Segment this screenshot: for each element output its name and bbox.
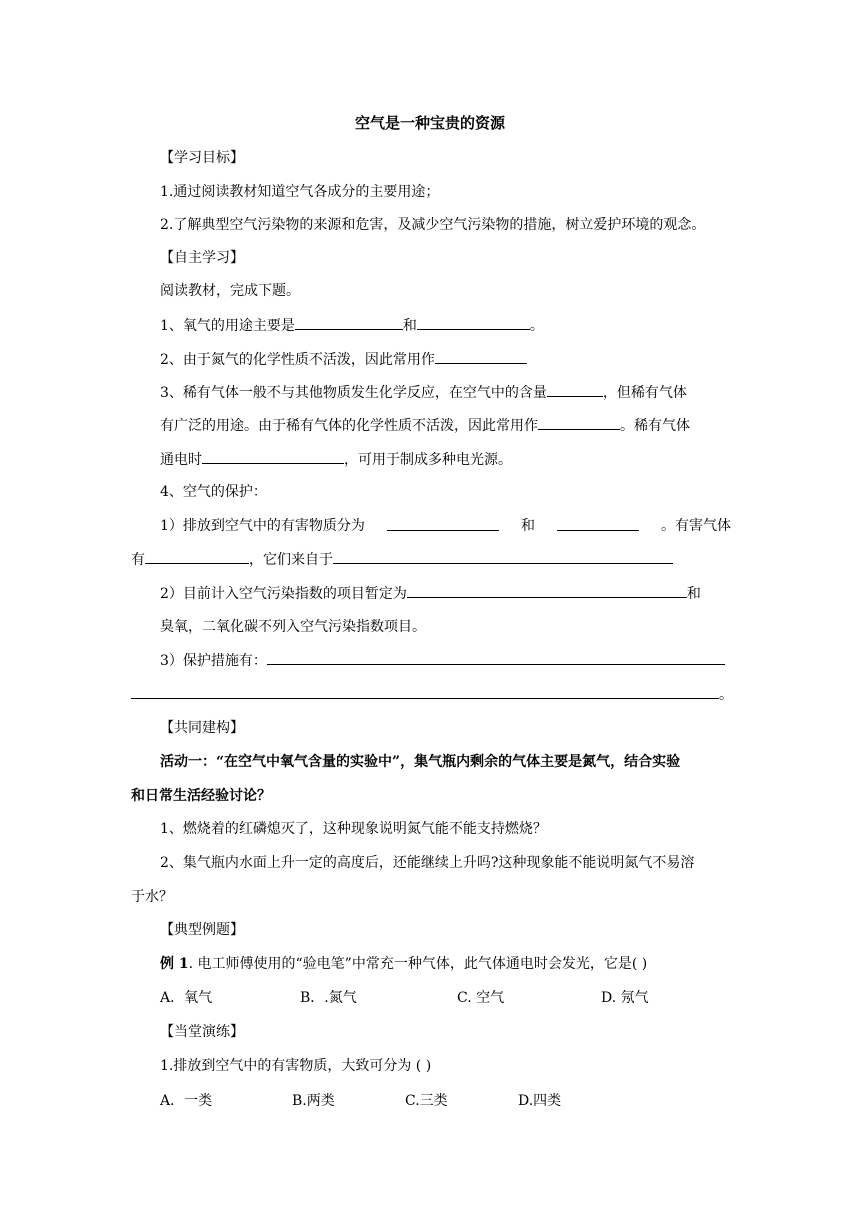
- question-text: 3）保护措施有：: [160, 653, 267, 669]
- question-air-protection-heading: 4、空气的保护：: [160, 484, 267, 500]
- question-text: 和: [520, 518, 535, 534]
- example-options: [160, 988, 731, 1008]
- question-text: . 电工师傅使用的“验电笔”中常充一种气体，此气体通电时会发光，它是( ): [188, 956, 648, 972]
- question-text: 2、由于氮气的化学性质不活泼，因此常用作: [160, 352, 435, 368]
- option-d[interactable]: D.四类: [518, 1093, 562, 1109]
- discussion-question: 2、集气瓶内水面上升一定的高度后，还能继续上升吗?这种现象能不能说明氮气不易溶: [160, 855, 695, 871]
- answer-blank[interactable]: [295, 315, 403, 330]
- section-heading-construct: 【共同建构】: [160, 720, 244, 736]
- practice-options: [160, 1091, 731, 1111]
- answer-blank[interactable]: [387, 516, 499, 531]
- section-heading-example: 【典型例题】: [160, 922, 244, 938]
- option-b[interactable]: B．.氮气: [300, 990, 357, 1006]
- question-protection-measures-line-1: [160, 650, 731, 670]
- question-pollution-index-line-2: 臭氧，二氧化碳不列入空气污染指数项目。: [160, 619, 426, 635]
- option-b[interactable]: B.两类: [292, 1093, 335, 1109]
- discussion-question: 1、燃烧着的红磷熄灭了，这种现象说明氮气能不能支持燃烧？: [160, 821, 547, 837]
- activity-text: 和日常生活经验讨论？: [131, 788, 271, 804]
- section-heading-practice: 【当堂演练】: [160, 1024, 244, 1040]
- question-text: ，它们来自于: [249, 552, 333, 568]
- option-d[interactable]: D. 氖气: [601, 990, 649, 1006]
- answer-blank[interactable]: [417, 315, 530, 330]
- question-rare-gas-line-1: [160, 382, 731, 402]
- example-label: 例 1: [160, 956, 189, 972]
- answer-blank[interactable]: [538, 415, 620, 430]
- section-heading-self-study: 【自主学习】: [160, 250, 244, 266]
- answer-blank[interactable]: [267, 650, 725, 665]
- question-text: 1）排放到空气中的有害物质分为: [160, 518, 365, 534]
- question-rare-gas-line-3: [160, 449, 731, 469]
- option-a[interactable]: A．氧气: [160, 990, 213, 1006]
- answer-blank[interactable]: [435, 349, 527, 364]
- answer-blank[interactable]: [145, 549, 249, 564]
- question-text: 。有害气体: [660, 518, 731, 534]
- practice-question: 1.排放到空气中的有害物质，大致可分为 ( ): [160, 1058, 432, 1074]
- discussion-question: 于水？: [131, 889, 173, 905]
- activity-text: 活动一：“在空气中氧气含量的实验中”，集气瓶内剩余的气体主要是氮气，结合实验: [160, 754, 681, 770]
- question-text: ，但稀有气体: [602, 385, 687, 401]
- question-text: 3、稀有气体一般不与其他物质发生化学反应，在空气中的含量: [160, 385, 547, 401]
- question-text: 。稀有气体: [620, 418, 690, 434]
- question-rare-gas-line-2: [160, 415, 731, 435]
- question-pollution-index-line-1: [160, 583, 731, 603]
- question-text: 1、氧气的用途主要是: [160, 318, 295, 334]
- question-harmful-substances-line-2: [131, 549, 731, 569]
- option-c[interactable]: C.三类: [405, 1093, 448, 1109]
- question-harmful-substances-line-1: [160, 516, 731, 536]
- option-a[interactable]: A．一类: [160, 1093, 213, 1109]
- example-question: [160, 954, 731, 974]
- question-text: 通电时: [160, 452, 202, 468]
- question-protection-measures-line-2: [131, 684, 731, 704]
- question-text: 有广泛的用途。由于稀有气体的化学性质不活泼，因此常用作: [160, 418, 538, 434]
- question-text: ，可用于制成多种电光源。: [344, 452, 512, 468]
- goal-item: 1.通过阅读教材知道空气各成分的主要用途；: [160, 184, 440, 200]
- question-text: 和: [402, 318, 417, 334]
- goal-item: 2.了解典型空气污染物的来源和危害，及减少空气污染物的措施，树立爱护环境的观念。: [160, 217, 706, 233]
- answer-blank[interactable]: [333, 549, 673, 564]
- question-text: 和: [686, 586, 701, 602]
- section-heading-goals: 【学习目标】: [160, 150, 244, 166]
- answer-blank[interactable]: [547, 382, 603, 397]
- answer-blank[interactable]: [557, 516, 639, 531]
- question-text: 。: [529, 318, 544, 334]
- answer-blank[interactable]: [407, 583, 687, 598]
- page-title: 空气是一种宝贵的资源: [354, 114, 505, 132]
- question-nitrogen-uses: [160, 349, 731, 369]
- question-text: 有: [131, 552, 145, 568]
- answer-blank[interactable]: [202, 449, 344, 464]
- self-study-intro: 阅读教材，完成下题。: [160, 283, 300, 299]
- question-text: 。: [719, 687, 733, 703]
- answer-blank[interactable]: [131, 684, 719, 699]
- option-c[interactable]: C. 空气: [457, 990, 505, 1006]
- question-oxygen-uses: [160, 315, 731, 335]
- question-text: 2）目前计入空气污染指数的项目暂定为: [160, 586, 407, 602]
